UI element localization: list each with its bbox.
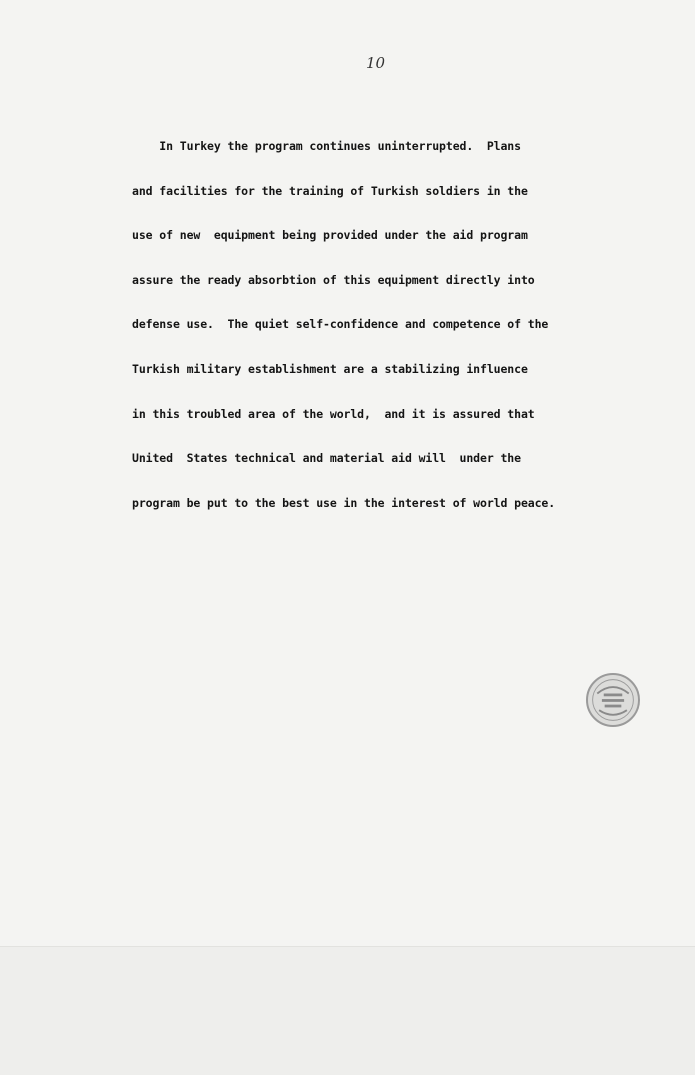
text-line: assure the ready absorbtion of this equipment directly into — [132, 272, 535, 287]
text-line: in this troubled area of the world, and it is assured that — [132, 406, 535, 421]
text-line: use of new equipment being provided under the aid program — [132, 228, 528, 243]
text-line: United States technical and material aid will under the — [132, 451, 521, 466]
text-line: Turkish military establishment are a stabilizing influence — [132, 361, 528, 376]
seal-graphic — [588, 675, 638, 725]
text-line: program be put to the best use in the interest of world peace. — [132, 495, 556, 510]
page-fold — [0, 946, 695, 1075]
archive-seal-icon — [586, 673, 640, 727]
page-number: 10 — [366, 54, 386, 72]
text-line: and facilities for the training of Turkish soldiers in the — [132, 183, 528, 198]
body-paragraph — [132, 124, 602, 525]
text-line: In Turkey the program continues uninterrupted. Plans — [132, 139, 521, 153]
text-line: defense use. The quiet self-confidence and competence of the — [132, 317, 549, 332]
